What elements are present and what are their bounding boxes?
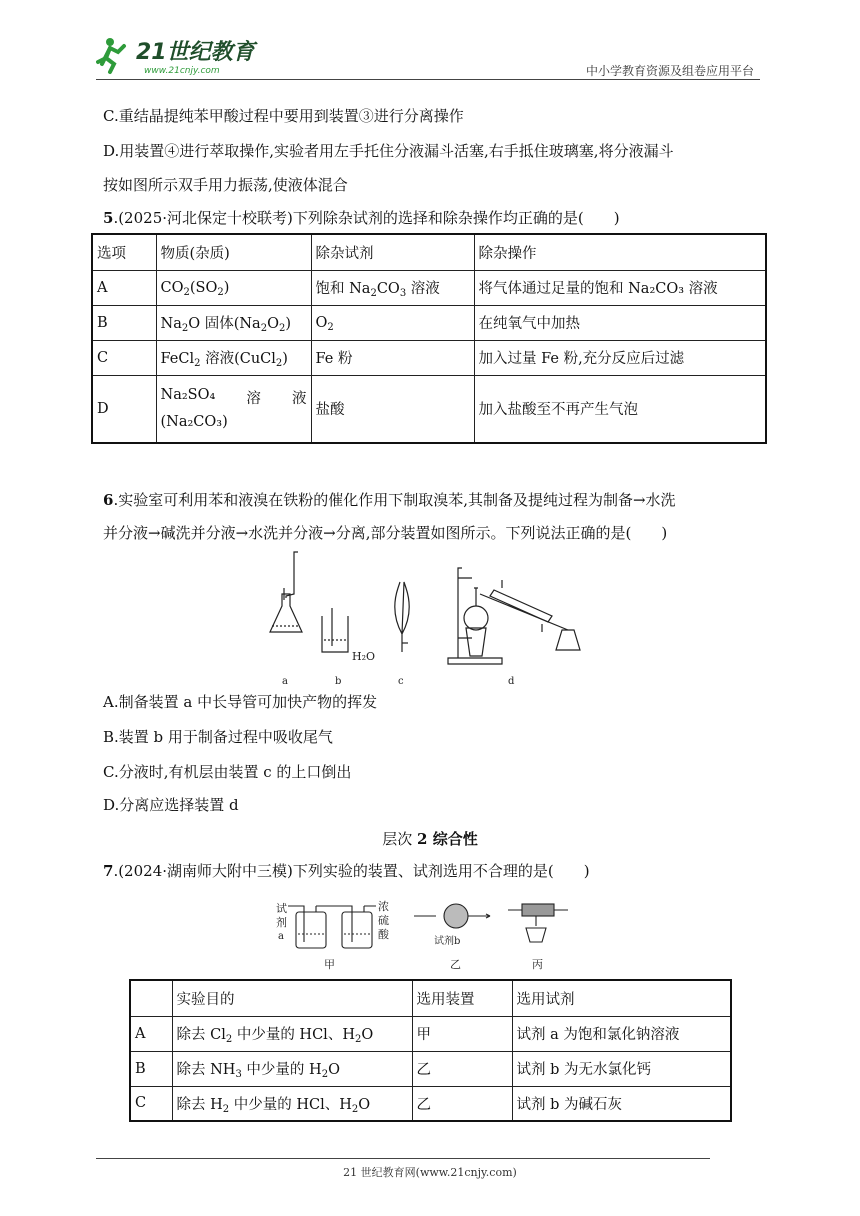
- q5-stem: [103, 208, 620, 228]
- q7-number: 7: [103, 862, 114, 880]
- table-header-row: [130, 980, 731, 1016]
- row-option: A: [130, 1016, 172, 1051]
- q6-number: 6: [103, 491, 114, 509]
- header-reagent: 选用试剂: [512, 980, 731, 1016]
- row-device: 甲: [412, 1016, 512, 1051]
- row-option: B: [92, 305, 156, 340]
- q6-stem-line2: 并分液→碱洗并分液→水洗并分液→分离,部分装置如图所示。下列说法正确的是( ): [103, 524, 668, 542]
- header-option: 选项: [92, 234, 156, 270]
- reagent-a-char-1: 试: [276, 902, 287, 915]
- row-substance: $Na_2O$ 固体$(Na_2O_2)$: [156, 305, 311, 340]
- row-operation: 在纯氧气中加热: [474, 305, 766, 340]
- row-operation: 加入过量 Fe 粉,充分反应后过滤: [474, 340, 766, 375]
- logo-text: 21世纪教育: [136, 40, 255, 65]
- q6-stem-line1: [103, 490, 676, 510]
- table-row: [130, 1016, 731, 1051]
- table-row: [130, 1051, 731, 1086]
- fig-label-c: c: [398, 676, 404, 687]
- q6-option-b: B.装置 b 用于制备过程中吸收尾气: [103, 728, 333, 746]
- q7-stem: [103, 861, 590, 881]
- row-reagent: 盐酸: [311, 375, 474, 443]
- q4-option-c: C.重结晶提纯苯甲酸过程中要用到装置③进行分离操作: [103, 107, 464, 125]
- row-purpose: 除去 $NH_3$ 中少量的 $H_2O$: [172, 1051, 412, 1086]
- row-option: C: [92, 340, 156, 375]
- reagent-b-label: 试剂b: [434, 936, 461, 947]
- header-platform-text: 中小学教育资源及组卷应用平台: [585, 64, 754, 78]
- header-device: 选用装置: [412, 980, 512, 1016]
- row-purpose: 除去 $H_2$ 中少量的 HCl、$H_2O$: [172, 1086, 412, 1121]
- fig-label-bing: 丙: [532, 958, 543, 971]
- header-reagent: 除杂试剂: [311, 234, 474, 270]
- row-substance: FeCl$_2$ 溶液(CuCl$_2$): [156, 340, 311, 375]
- row-reagent: 试剂 a 为饱和氯化钠溶液: [512, 1016, 731, 1051]
- q4-option-d-line2: 按如图所示双手用力振荡,使液体混合: [103, 176, 348, 194]
- table-header-row: [92, 234, 766, 270]
- row-option: A: [92, 270, 156, 305]
- separatory-funnel-c-icon: [395, 582, 409, 652]
- fig-label-d: d: [508, 676, 515, 687]
- drying-tube-icon: [414, 904, 490, 947]
- q5-number: 5: [103, 209, 114, 227]
- q6-stem-text: .实验室可利用苯和液溴在铁粉的催化作用下制取溴苯,其制备及提纯过程为制备→水洗: [113, 491, 676, 509]
- q7-stem-text: .(2024·湖南师大附中三模)下列实验的装置、试剂选用不合理的是( ): [113, 862, 590, 880]
- row-purpose: 除去 $Cl_2$ 中少量的 HCl、$H_2O$: [172, 1016, 412, 1051]
- site-logo: [96, 34, 266, 78]
- row-reagent: 试剂 b 为无水氯化钙: [512, 1051, 731, 1086]
- header-blank: [130, 980, 172, 1016]
- header-operation: 除杂操作: [474, 234, 766, 270]
- section-title-prefix: 层次: [382, 830, 418, 848]
- d-substance-part-c: 液: [292, 391, 307, 408]
- d-substance-part-d: (Na₂CO₃): [160, 414, 228, 431]
- acid-char-2: 硫: [378, 914, 389, 927]
- row-substance: $CO_2(SO_2)$: [156, 270, 311, 305]
- table-row: [92, 270, 766, 305]
- flask-a-icon: [270, 552, 302, 632]
- row-reagent: $O_2$: [311, 305, 474, 340]
- fig-label-b: b: [335, 676, 342, 687]
- reagent-a-char-2: 剂: [276, 916, 287, 929]
- distillation-d-icon: [448, 568, 580, 664]
- row-operation: 将气体通过足量的饱和 Na₂CO₃ 溶液: [474, 270, 766, 305]
- q5-table: [91, 233, 767, 444]
- header-divider: [96, 79, 760, 80]
- row-reagent: 试剂 b 为碱石灰: [512, 1086, 731, 1121]
- table-row: [92, 305, 766, 340]
- section-title-bold: 2 综合性: [417, 830, 478, 848]
- acid-char-3: 酸: [378, 928, 389, 941]
- q7-apparatus-figure: [268, 892, 578, 978]
- q5-stem-text: .(2025·河北保定十校联考)下列除杂试剂的选择和除杂操作均正确的是( ): [113, 209, 620, 227]
- q6-apparatus-figure: [262, 548, 592, 692]
- row-reagent: 饱和 $Na_2CO_3$ 溶液: [311, 270, 474, 305]
- header-purpose: 实验目的: [172, 980, 412, 1016]
- table-row: [130, 1086, 731, 1121]
- table-row: [92, 375, 766, 443]
- d-substance-part-b: 溶: [246, 391, 261, 408]
- row-operation: 加入盐酸至不再产生气泡: [474, 375, 766, 443]
- q7-table: [129, 979, 732, 1122]
- fig-label-jia: 甲: [324, 958, 335, 971]
- h2o-label: H₂O: [352, 650, 376, 663]
- header-substance: 物质(杂质): [156, 234, 311, 270]
- row-option: B: [130, 1051, 172, 1086]
- row-option: C: [130, 1086, 172, 1121]
- row-option: D: [92, 375, 156, 443]
- section-title: [0, 828, 860, 849]
- q6-option-d: D.分离应选择装置 d: [103, 796, 239, 814]
- footer-divider: [96, 1158, 710, 1159]
- row-device: 乙: [412, 1086, 512, 1121]
- row-device: 乙: [412, 1051, 512, 1086]
- beaker-b-icon: [322, 608, 348, 652]
- q6-option-a: A.制备装置 a 中长导管可加快产物的挥发: [103, 693, 378, 711]
- acid-char-1: 浓: [378, 900, 389, 913]
- heated-tube-icon: [508, 904, 568, 942]
- reagent-a-char-3: a: [278, 931, 284, 942]
- fig-label-yi: 乙: [450, 958, 461, 971]
- q6-option-c: C.分液时,有机层由装置 c 的上口倒出: [103, 763, 352, 781]
- row-reagent: Fe 粉: [311, 340, 474, 375]
- d-substance-part-a: Na₂SO₄: [160, 387, 216, 404]
- row-substance: [156, 375, 311, 443]
- fig-label-a: a: [282, 676, 288, 687]
- footer-text[interactable]: 21 世纪教育网(www.21cnjy.com): [343, 1166, 517, 1179]
- table-row: [92, 340, 766, 375]
- runner-logo-icon: [98, 38, 124, 72]
- logo-url: www.21cnjy.com: [144, 66, 220, 76]
- gas-washing-bottles-icon: [276, 899, 390, 948]
- q4-option-d-line1: D.用装置④进行萃取操作,实验者用左手托住分液漏斗活塞,右手抵住玻璃塞,将分液漏斗: [103, 142, 674, 160]
